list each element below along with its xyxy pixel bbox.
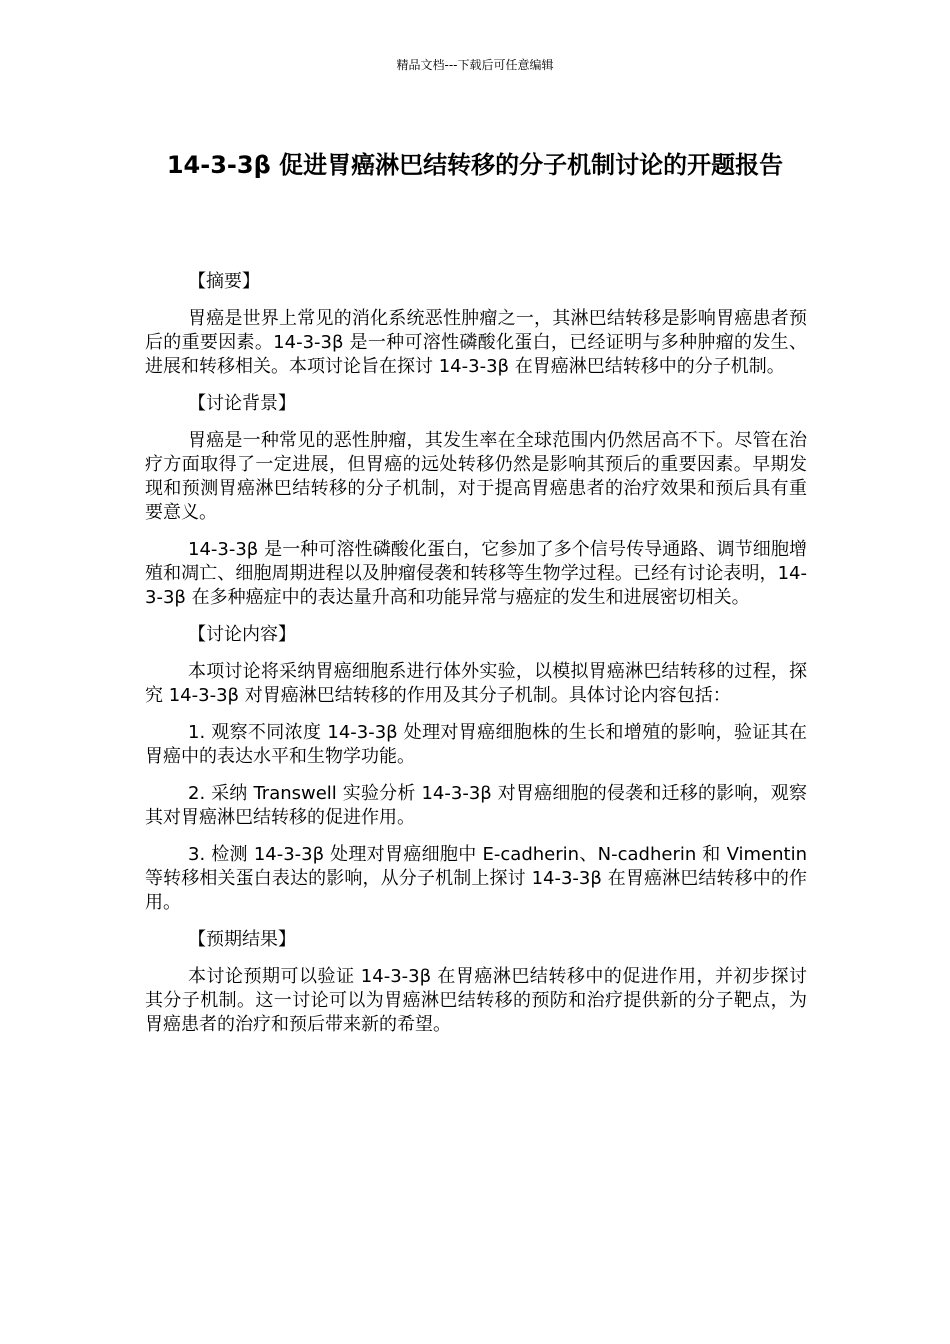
- document-title: 14-3-3β 促进胃癌淋巴结转移的分子机制讨论的开题报告: [166, 151, 784, 179]
- background-heading: 【讨论背景】: [188, 393, 296, 414]
- expected-paragraph: 本讨论预期可以验证 14-3-3β 在胃癌淋巴结转移中的促进作用，并初步探讨其分子机制。这一讨论可以为胃癌淋巴结转移的预防和治疗提供新的分子靶点，为胃癌患者的治疗和预后带来新的希望。: [145, 966, 807, 1035]
- content-paragraph: 本项讨论将采纳胃癌细胞系进行体外实验，以模拟胃癌淋巴结转移的过程，探究 14-3-3β 对胃癌淋巴结转移的作用及其分子机制。具体讨论内容包括：: [145, 661, 807, 706]
- document-body: [145, 270, 807, 1050]
- background-paragraph-1: 胃癌是一种常见的恶性肿瘤，其发生率在全球范围内仍然居高不下。尽管在治疗方面取得了一定进展，但胃癌的远处转移仍然是影响其预后的重要因素。早期发现和预测胃癌淋巴结转移的分子机制，对于提高胃癌患者的治疗效果和预后具有重要意义。: [145, 430, 807, 523]
- content-heading: 【讨论内容】: [188, 624, 296, 645]
- content-item-1: 1. 观察不同浓度 14-3-3β 处理对胃癌细胞株的生长和增殖的影响，验证其在胃癌中的表达水平和生物学功能。: [145, 722, 807, 767]
- background-paragraph-2: 14-3-3β 是一种可溶性磷酸化蛋白，它参加了多个信号传导通路、调节细胞增殖和凋亡、细胞周期进程以及肿瘤侵袭和转移等生物学过程。已经有讨论表明，14-3-3β 在多种癌症中的表达量升高和功能异常与癌症的发生和进展密切相关。: [145, 539, 807, 608]
- header-note: 精品文档---下载后可任意编辑: [396, 58, 554, 72]
- abstract-paragraph: 胃癌是世界上常见的消化系统恶性肿瘤之一，其淋巴结转移是影响胃癌患者预后的重要因素。14-3-3β 是一种可溶性磷酸化蛋白，已经证明与多种肿瘤的发生、进展和转移相关。本项讨论旨在探讨 14-3-3β 在胃癌淋巴结转移中的分子机制。: [145, 308, 807, 377]
- content-item-2: 2. 采纳 Transwell 实验分析 14-3-3β 对胃癌细胞的侵袭和迁移的影响，观察其对胃癌淋巴结转移的促进作用。: [145, 783, 807, 828]
- expected-heading: 【预期结果】: [188, 929, 296, 950]
- content-item-3: 3. 检测 14-3-3β 处理对胃癌细胞中 E-cadherin、N-cadherin 和 Vimentin 等转移相关蛋白表达的影响，从分子机制上探讨 14-3-3β 在胃癌淋巴结转移中的作用。: [145, 844, 807, 913]
- abstract-heading: 【摘要】: [188, 271, 260, 292]
